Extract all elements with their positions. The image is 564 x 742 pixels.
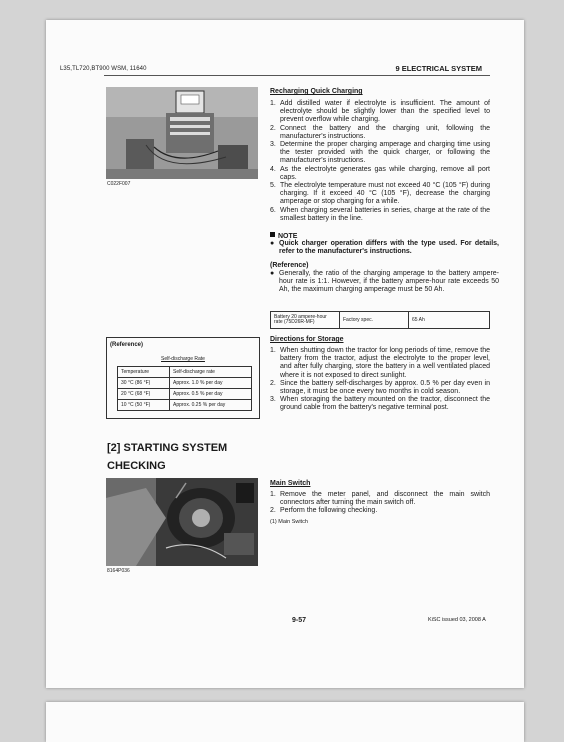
column-header: Self-discharge rate bbox=[170, 367, 252, 378]
square-bullet-icon bbox=[270, 232, 275, 237]
issue-note: KiSC issued 03, 2008 A bbox=[428, 617, 486, 623]
table-row: 30 °C (86 °F) Approx. 1.0 % per day bbox=[118, 378, 252, 389]
header-model: L35,TL720,BT900 WSM, 11640 bbox=[60, 66, 147, 72]
main-switch-photo bbox=[106, 478, 258, 566]
table-row: 10 °C (50 °F) Approx. 0.25 % per day bbox=[118, 400, 252, 411]
main-switch-steps bbox=[270, 491, 490, 516]
bullet-icon: ● bbox=[270, 240, 275, 247]
spec-value: 65 Ah bbox=[409, 312, 490, 329]
recharging-steps bbox=[270, 100, 490, 223]
column-header: Temperature bbox=[118, 367, 170, 378]
photo-code-bottom: 8164P036 bbox=[107, 568, 130, 574]
self-discharge-heading: (Reference) bbox=[110, 342, 144, 348]
spec-column: Factory spec. bbox=[340, 312, 409, 329]
header-section: 9 ELECTRICAL SYSTEM bbox=[395, 64, 482, 73]
list-item: 1. Remove the meter panel, and disconnect the main switch connectors after turning the main switch off. bbox=[270, 491, 490, 507]
storage-title: Directions for Storage bbox=[270, 336, 344, 343]
table-row bbox=[271, 312, 490, 329]
recharging-title: Recharging Quick Charging bbox=[270, 88, 363, 95]
starting-system-heading: [2] STARTING SYSTEM bbox=[107, 442, 228, 454]
list-item: 2. Since the battery self-discharges by approx. 0.5 % per day even in storage, it must be once every two months in cold season. bbox=[270, 379, 490, 396]
header-rule bbox=[104, 75, 490, 76]
storage-steps bbox=[270, 347, 490, 413]
self-discharge-table bbox=[117, 366, 252, 411]
main-switch-caption: (1) Main Switch bbox=[270, 519, 308, 525]
main-switch-illustration bbox=[106, 478, 258, 566]
self-discharge-box bbox=[106, 337, 260, 419]
list-item: 1. When shutting down the tractor for long periods of time, remove the battery from the tractor, adjust the electrolyte to the proper level, and after fully charging, store the battery in a well ventilated placed where it is not exposed to direct sunlight. bbox=[270, 347, 490, 379]
photo-code-top: C022F007 bbox=[107, 181, 131, 187]
note-text: ● Quick charger operation differs with the type used. For details, refer to the manufacturer's instructions. bbox=[270, 240, 499, 256]
main-switch-title: Main Switch bbox=[270, 480, 311, 487]
list-item: 3. When storaging the battery mounted on the tractor, disconnect the ground cable from the battery's negative terminal post. bbox=[270, 396, 490, 412]
list-item: 5. The electrolyte temperature must not exceed 40 °C (105 °F) during charging. If it exceed 40 °C (105 °F), decrease the charging amperage or stop charging for a while. bbox=[270, 182, 490, 206]
list-item: 2. Perform the following checking. bbox=[270, 507, 378, 515]
list-item: 4. As the electrolyte generates gas while charging, remove all port caps. bbox=[270, 165, 490, 181]
list-item: 1. Add distilled water if electrolyte is insufficient. The amount of electrolyte should be slightly lower than the specified level to prevent overflow while charging. bbox=[270, 100, 490, 124]
spec-label: Battery 20 ampere-hour rate (75D26R-MF) bbox=[271, 312, 340, 329]
self-discharge-title: Self-discharge Rate bbox=[161, 356, 205, 362]
battery-spec-table bbox=[270, 311, 490, 329]
page-number: 9-57 bbox=[292, 617, 307, 624]
table-row: 20 °C (68 °F) Approx. 0.5 % per day bbox=[118, 389, 252, 400]
checking-heading: CHECKING bbox=[107, 460, 166, 472]
charger-illustration bbox=[106, 87, 258, 179]
list-item: 3. Determine the proper charging amperage and charging time using the tester provided with the quick charger, or following the manufacturer's instructions. bbox=[270, 141, 490, 165]
list-item: 6. When charging several batteries in series, charge at the rate of the smallest battery in the line. bbox=[270, 206, 490, 222]
list-item: 2. Connect the battery and the charging unit, following the manufacturer's instructions. bbox=[270, 124, 490, 140]
note-heading: NOTE bbox=[270, 232, 297, 240]
reference-text: ● Generally, the ratio of the charging amperage to the battery ampere-hour rate is 1:1. However, if the battery ampere-hour rate exceeds 50 Ah, the maximum charging amperage must be 50 Ah. bbox=[270, 270, 499, 294]
next-page-edge bbox=[46, 702, 524, 742]
table-row bbox=[118, 367, 252, 378]
charger-photo bbox=[106, 87, 258, 179]
reference-heading: (Reference) bbox=[270, 262, 309, 269]
bullet-icon: ● bbox=[270, 270, 275, 277]
